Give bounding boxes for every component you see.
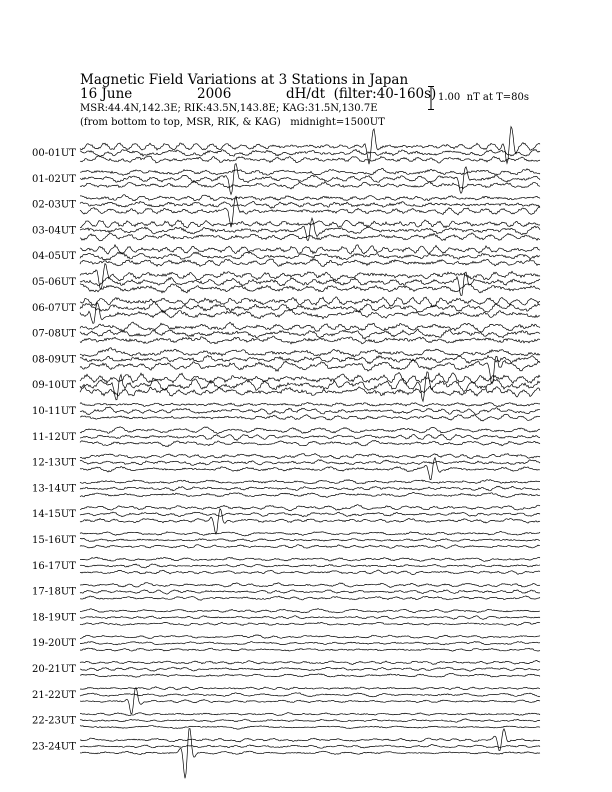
hour-label: 12-13UT <box>32 457 76 469</box>
hour-label: 22-23UT <box>32 715 76 727</box>
hour-row <box>32 348 540 384</box>
hour-row <box>32 480 540 498</box>
trace-rik <box>80 201 540 208</box>
trace-rik <box>80 538 540 541</box>
trace-rik <box>80 719 540 722</box>
trace-msr <box>80 386 540 397</box>
trace-msr <box>80 440 540 446</box>
trace-kag <box>80 402 540 406</box>
hour-label: 18-19UT <box>32 612 76 624</box>
trace-rik <box>80 302 540 313</box>
chart-date: 16 June <box>80 86 133 102</box>
hour-label: 04-05UT <box>32 251 76 263</box>
trace-rik <box>80 372 540 402</box>
trace-msr <box>80 259 540 267</box>
trace-kag <box>80 480 540 484</box>
hour-label: 03-04UT <box>32 225 76 237</box>
hour-row <box>32 402 540 421</box>
trace-msr <box>80 196 540 227</box>
hour-row <box>32 264 540 296</box>
trace-kag <box>80 127 540 165</box>
hour-label: 06-07UT <box>32 302 76 314</box>
trace-msr <box>80 156 540 163</box>
trace-rik <box>80 512 540 517</box>
station-order-note: (from bottom to top, MSR, RIK, & KAG) midnight=1500UT <box>80 117 385 128</box>
hour-label: 00-01UT <box>32 148 76 159</box>
trace-rik <box>80 642 540 645</box>
trace-kag <box>80 454 540 459</box>
trace-rik <box>80 745 540 749</box>
trace-kag <box>80 505 540 511</box>
trace-msr <box>80 726 540 730</box>
hour-label: 02-03UT <box>32 199 76 211</box>
hour-row <box>32 164 540 195</box>
trace-rik <box>80 564 540 568</box>
trace-rik <box>80 486 540 491</box>
hour-label: 08-09UT <box>32 354 76 366</box>
hour-label: 20-21UT <box>32 664 76 675</box>
hour-label: 10-11UT <box>32 406 76 417</box>
hour-row <box>32 713 540 730</box>
trace-kag <box>80 557 540 561</box>
trace-rik <box>80 272 540 296</box>
trace-kag <box>80 348 540 357</box>
hour-row <box>32 531 540 548</box>
trace-msr <box>80 570 540 575</box>
trace-msr <box>80 688 540 714</box>
hour-label: 23-24UT <box>32 741 76 753</box>
trace-rik <box>80 590 540 594</box>
hour-label: 11-12UT <box>32 431 76 443</box>
trace-msr <box>80 302 540 323</box>
trace-kag <box>80 713 540 716</box>
hour-row <box>32 557 540 574</box>
scale-label: 1.00 nT at T=80s <box>438 92 529 103</box>
trace-rik <box>80 149 540 156</box>
station-coordinates: MSR:44.4N,142.3E; RIK:43.5N,143.8E; KAG:31.5N,130.7E <box>80 103 378 114</box>
hour-row <box>32 454 540 480</box>
hour-row <box>32 729 540 779</box>
hour-row <box>32 687 540 714</box>
trace-msr <box>80 336 540 344</box>
hour-label: 13-14UT <box>32 483 76 495</box>
hour-label: 17-18UT <box>32 586 76 598</box>
chart-title: Magnetic Field Variations at 3 Stations in Japan <box>80 72 409 88</box>
trace-msr <box>80 233 540 241</box>
trace-rik <box>80 407 540 415</box>
hour-row <box>32 583 540 601</box>
trace-msr <box>80 673 540 677</box>
trace-kag <box>80 297 540 307</box>
trace-kag <box>80 687 540 690</box>
trace-rik <box>80 355 540 363</box>
hour-label: 16-17UT <box>32 560 76 572</box>
trace-kag <box>80 427 540 434</box>
hour-label: 09-10UT <box>32 380 76 392</box>
trace-kag <box>80 661 540 665</box>
trace-kag <box>80 583 540 588</box>
trace-rik <box>80 329 540 339</box>
chart-year: 2006 <box>197 86 232 102</box>
hour-label: 05-06UT <box>32 277 76 288</box>
trace-msr <box>80 493 540 498</box>
hour-label: 19-20UT <box>32 638 76 650</box>
trace-kag <box>80 635 540 639</box>
trace-msr <box>80 545 540 549</box>
trace-kag <box>80 531 540 536</box>
hour-label: 15-16UT <box>32 535 76 546</box>
trace-rik <box>80 164 540 195</box>
trace-rik <box>80 460 540 466</box>
trace-kag <box>80 609 540 613</box>
trace-kag <box>80 729 540 751</box>
trace-msr <box>80 622 540 625</box>
chart-quantity: dH/dt (filter:40-160s) <box>286 86 437 102</box>
hour-label: 07-08UT <box>32 328 76 340</box>
trace-rik <box>80 693 540 697</box>
hour-row <box>32 661 540 678</box>
trace-msr <box>80 648 540 651</box>
hour-row <box>32 635 540 651</box>
trace-msr <box>80 284 540 293</box>
hour-row <box>32 297 540 324</box>
hour-row <box>32 372 540 402</box>
trace-rik <box>80 616 540 620</box>
trace-kag <box>80 195 540 201</box>
trace-msr <box>80 458 540 480</box>
hour-row <box>32 505 540 534</box>
trace-msr <box>80 414 540 421</box>
hour-row <box>32 218 540 241</box>
trace-msr <box>80 729 540 779</box>
hour-row <box>32 609 540 626</box>
trace-rik <box>80 218 540 241</box>
trace-kag <box>80 245 540 254</box>
trace-kag <box>80 168 540 175</box>
hour-rows <box>32 127 540 779</box>
hour-row <box>32 245 540 267</box>
trace-msr <box>80 596 540 600</box>
trace-rik <box>80 252 540 260</box>
hour-row <box>32 322 540 344</box>
hour-row <box>32 127 540 165</box>
hour-label: 21-22UT <box>32 689 76 701</box>
hour-label: 01-02UT <box>32 173 76 185</box>
hour-row <box>32 427 540 447</box>
trace-msr <box>80 181 540 189</box>
hour-label: 14-15UT <box>32 509 76 521</box>
trace-rik <box>80 434 540 440</box>
trace-msr <box>80 509 540 534</box>
trace-rik <box>80 667 540 671</box>
